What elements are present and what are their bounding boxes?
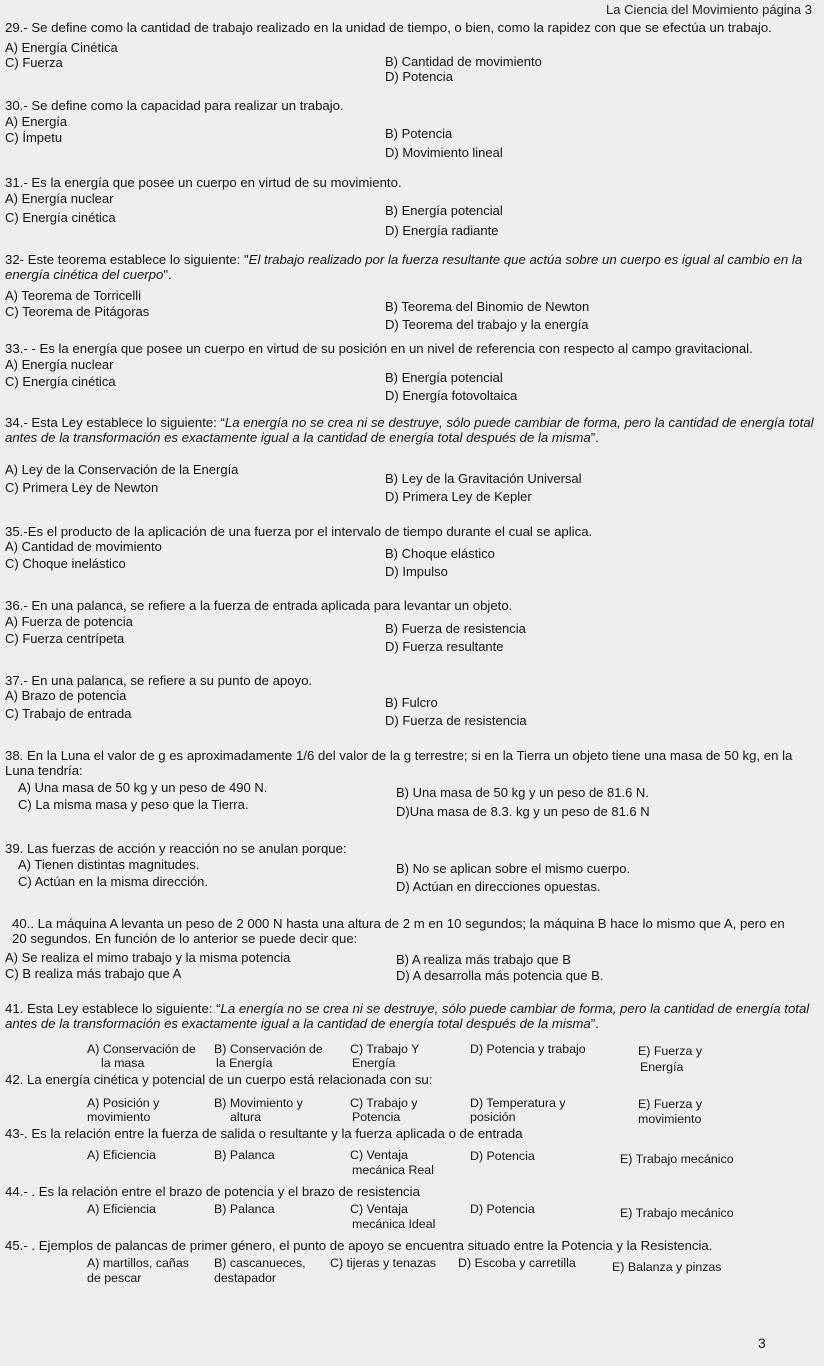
question-33-option-d: D) Energía fotovoltaica: [385, 388, 518, 403]
question-42-option-c-line1: C) Trabajo y: [350, 1096, 418, 1110]
question-30-option-a: A) Energía: [5, 114, 68, 129]
question-41-option-b-line1: B) Conservación de: [214, 1042, 323, 1056]
question-41-stem: 41. Esta Ley establece lo siguiente: “La energía no se crea ni se destruye, sólo puede cambiar de forma, pero la cantidad de energía total antes de la transformación es exactamente igual a la cantidad de energía total después de la misma”.: [5, 1001, 810, 1031]
question-38-option-a: A) Una masa de 50 kg y un peso de 490 N.: [18, 780, 268, 795]
question-33-option-a: A) Energía nuclear: [5, 357, 114, 372]
question-31-option-a: A) Energía nuclear: [5, 191, 114, 206]
question-39-option-a: A) Tienen distintas magnitudes.: [18, 857, 200, 872]
question-34-option-c: C) Primera Ley de Newton: [5, 480, 159, 495]
question-44-option-e: E) Trabajo mecánico: [620, 1206, 734, 1220]
question-36-option-a: A) Fuerza de potencia: [5, 614, 133, 629]
question-39-option-b: B) No se aplican sobre el mismo cuerpo.: [396, 861, 631, 876]
question-41-option-a-line2: la masa: [101, 1056, 145, 1070]
question-41-option-e-line1: E) Fuerza y: [638, 1044, 703, 1058]
question-45-option-e: E) Balanza y pinzas: [612, 1260, 722, 1274]
question-37-option-d: D) Fuerza de resistencia: [385, 713, 527, 728]
question-43-option-c-line1: C) Ventaja: [350, 1148, 408, 1162]
question-32-option-b: B) Teorema del Binomio de Newton: [385, 299, 590, 314]
question-32-option-d: D) Teorema del trabajo y la energía: [385, 317, 589, 332]
question-37-stem: 37.- En una palanca, se refiere a su punto de apoyo.: [5, 673, 313, 688]
question-39-option-c: C) Actúan en la misma dirección.: [18, 874, 209, 889]
question-41-option-e-line2: Energía: [640, 1060, 684, 1074]
question-29-option-a: A) Energía Cinética: [5, 40, 118, 55]
question-31-option-d: D) Energía radiante: [385, 223, 499, 238]
question-38-stem: 38. En la Luna el valor de g es aproximadamente 1/6 del valor de la g terrestre; si en la Tierra un objeto tiene una masa de 50 kg, en la Luna tendría:: [5, 748, 793, 778]
question-40-option-d: D) A desarrolla más potencia que B.: [396, 968, 604, 983]
question-42-option-e-line1: E) Fuerza y: [638, 1097, 703, 1111]
question-41-option-c-line1: C) Trabajo Y: [350, 1042, 420, 1056]
question-31-option-b: B) Energía potencial: [385, 203, 503, 218]
page-header: La Ciencia del Movimiento página 3: [606, 2, 812, 17]
question-35-option-a: A) Cantidad de movimiento: [5, 539, 162, 554]
question-40-stem: 40.. La máquina A levanta un peso de 2 000 N hasta una altura de 2 m en 10 segundos; la máquina B hace lo mismo que A, pero en 20 segundos. En función de lo anterior se puede decir que:: [12, 916, 785, 946]
question-43-option-d: D) Potencia: [470, 1149, 535, 1163]
question-41-option-d: D) Potencia y trabajo: [470, 1042, 586, 1056]
page-number: 3: [758, 1335, 766, 1351]
question-34-option-d: D) Primera Ley de Kepler: [385, 489, 532, 504]
question-37-option-b: B) Fulcro: [385, 695, 438, 710]
question-34-option-b: B) Ley de la Gravitación Universal: [385, 471, 582, 486]
question-39-stem: 39. Las fuerzas de acción y reacción no se anulan porque:: [5, 841, 347, 856]
question-36-option-b: B) Fuerza de resistencia: [385, 621, 526, 636]
question-45-option-b-line2: destapador: [214, 1271, 277, 1285]
question-38-option-d: D)Una masa de 8.3. kg y un peso de 81.6 N: [396, 804, 650, 819]
question-44-option-c-line1: C) Ventaja: [350, 1202, 408, 1216]
question-43-option-c-line2: mecánica Real: [352, 1163, 434, 1177]
question-45-option-a-line2: de pescar: [87, 1271, 142, 1285]
question-42-option-a-line2: movimiento: [87, 1110, 151, 1124]
question-32-stem: 32- Este teorema establece lo siguiente: "El trabajo realizado por la fuerza resultante que actúa sobre un cuerpo es igual al cambio en la energía cinética del cuerpo".: [5, 252, 803, 282]
question-35-option-d: D) Impulso: [385, 564, 448, 579]
question-42-option-d-line2: posición: [470, 1110, 516, 1124]
question-35-option-b: B) Choque elástico: [385, 546, 495, 561]
question-33-option-c: C) Energía cinética: [5, 374, 116, 389]
question-36-stem: 36.- En una palanca, se refiere a la fuerza de entrada aplicada para levantar un objeto.: [5, 598, 513, 613]
question-30-option-c: C) Ímpetu: [5, 130, 63, 145]
question-29-stem: 29.- Se define como la cantidad de trabajo realizado en la unidad de tiempo, o bien, como la rapidez con que se efectúa un trabajo.: [5, 20, 772, 35]
question-34-option-a: A) Ley de la Conservación de la Energía: [5, 462, 239, 477]
question-44-option-a: A) Eficiencia: [87, 1202, 156, 1216]
question-31-stem: 31.- Es la energía que posee un cuerpo en virtud de su movimiento.: [5, 175, 402, 190]
question-33-stem: 33.- - Es la energía que posee un cuerpo en virtud de su posición en un nivel de referencia con respecto al campo gravitacional.: [5, 341, 753, 356]
question-30-stem: 30.- Se define como la capacidad para realizar un trabajo.: [5, 98, 344, 113]
question-45-option-d: D) Escoba y carretilla: [458, 1256, 576, 1270]
question-42-option-a-line1: A) Posición y: [87, 1096, 160, 1110]
question-32-option-a: A) Teorema de Torricelli: [5, 288, 142, 303]
question-40-option-a: A) Se realiza el mimo trabajo y la misma potencia: [5, 950, 291, 965]
question-44-option-c-line2: mecánica Ideal: [352, 1217, 436, 1231]
question-36-option-d: D) Fuerza resultante: [385, 639, 504, 654]
question-42-option-b-line2: altura: [230, 1110, 261, 1124]
question-43-option-e: E) Trabajo mecánico: [620, 1152, 734, 1166]
question-38-option-b: B) Una masa de 50 kg y un peso de 81.6 N.: [396, 785, 649, 800]
question-32-option-c: C) Teorema de Pitágoras: [5, 304, 150, 319]
question-41-option-a-line1: A) Conservación de: [87, 1042, 196, 1056]
question-45-option-a-line1: A) martillos, cañas: [87, 1256, 189, 1270]
question-30-option-d: D) Movimiento lineal: [385, 145, 503, 160]
question-40-option-b: B) A realiza más trabajo que B: [396, 952, 571, 967]
question-36-option-c: C) Fuerza centrípeta: [5, 631, 125, 646]
question-37-option-c: C) Trabajo de entrada: [5, 706, 132, 721]
question-43-stem: 43-. Es la relación entre la fuerza de salida o resultante y la fuerza aplicada o de entrada: [5, 1126, 523, 1141]
question-42-option-b-line1: B) Movimiento y: [214, 1096, 303, 1110]
question-42-option-c-line2: Potencia: [352, 1110, 401, 1124]
question-43-option-a: A) Eficiencia: [87, 1148, 156, 1162]
question-39-option-d: D) Actúan en direcciones opuestas.: [396, 879, 601, 894]
question-41-option-c-line2: Energía: [352, 1056, 396, 1070]
question-42-stem: 42. La energía cinética y potencial de un cuerpo está relacionada con su:: [5, 1072, 433, 1087]
question-29-option-b: B) Cantidad de movimiento: [385, 54, 542, 69]
question-30-option-b: B) Potencia: [385, 126, 453, 141]
question-45-stem: 45.- . Ejemplos de palancas de primer género, el punto de apoyo se encuentra situado entre la Potencia y la Resistencia.: [5, 1238, 713, 1253]
question-29-option-d: D) Potencia: [385, 69, 453, 84]
question-38-option-c: C) La misma masa y peso que la Tierra.: [18, 797, 249, 812]
question-31-option-c: C) Energía cinética: [5, 210, 116, 225]
question-37-option-a: A) Brazo de potencia: [5, 688, 127, 703]
question-42-option-e-line2: movimiento: [638, 1112, 702, 1126]
question-44-option-b: B) Palanca: [214, 1202, 275, 1216]
question-45-option-c: C) tijeras y tenazas: [330, 1256, 437, 1270]
question-45-option-b-line1: B) cascanueces,: [214, 1256, 306, 1270]
question-33-option-b: B) Energía potencial: [385, 370, 503, 385]
question-44-option-d: D) Potencia: [470, 1202, 535, 1216]
question-35-option-c: C) Choque inelástico: [5, 556, 126, 571]
question-34-stem: 34.- Esta Ley establece lo siguiente: “La energía no se crea ni se destruye, sólo puede cambiar de forma, pero la cantidad de energía total antes de la transformación es exactamente igual a la cantidad de energía total después de la misma”.: [5, 415, 814, 445]
question-43-option-b: B) Palanca: [214, 1148, 275, 1162]
question-40-option-c: C) B realiza más trabajo que A: [5, 966, 182, 981]
question-35-stem: 35.-Es el producto de la aplicación de una fuerza por el intervalo de tiempo durante el cual se aplica.: [5, 524, 593, 539]
question-44-stem: 44.- . Es la relación entre el brazo de potencia y el brazo de resistencia: [5, 1184, 420, 1199]
question-42-option-d-line1: D) Temperatura y: [470, 1096, 566, 1110]
question-29-option-c: C) Fuerza: [5, 55, 63, 70]
question-41-option-b-line2: la Energía: [216, 1056, 273, 1070]
